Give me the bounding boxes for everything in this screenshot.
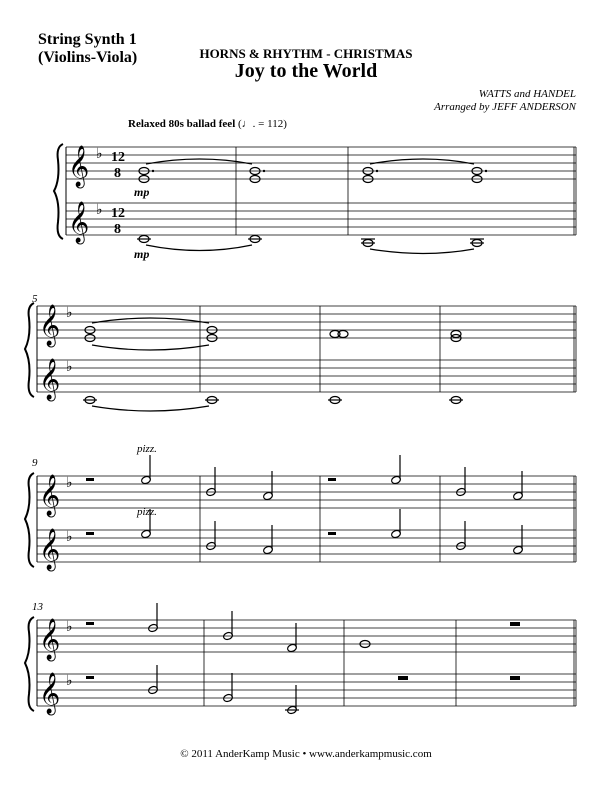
measure-number: 13 (32, 601, 43, 613)
flat-icon: ♭ (66, 620, 73, 635)
system-2 (25, 303, 576, 397)
barlines (236, 147, 576, 235)
brace-icon (25, 473, 34, 567)
notes-system-3 (86, 455, 523, 555)
brace-icon (25, 617, 34, 711)
system-3 (25, 473, 576, 567)
flat-icon: ♭ (96, 203, 103, 218)
brace-icon (25, 303, 34, 397)
metronome-value: = 112) (258, 118, 287, 130)
pizz-marking: pizz. (137, 443, 157, 455)
treble-clef-icon: 𝄞 (68, 202, 90, 243)
copyright-footer: © 2011 AnderKamp Music • www.anderkampmusic.com (180, 748, 432, 760)
pizz-marking: pizz. (137, 506, 157, 518)
measure-number: 9 (32, 457, 38, 469)
flat-icon: ♭ (66, 306, 73, 321)
time-sig-top: 12 (111, 150, 125, 165)
song-title: Joy to the World (234, 60, 378, 82)
series-title: HORNS & RHYTHM - CHRISTMAS (199, 46, 413, 61)
flat-icon: ♭ (96, 147, 103, 162)
composer: WATTS and HANDEL (478, 88, 576, 100)
notes-system-2 (83, 318, 463, 411)
treble-clef-icon: 𝄞 (39, 305, 61, 346)
treble-clef-icon: 𝄞 (68, 146, 90, 187)
flat-icon: ♭ (66, 674, 73, 689)
flat-icon: ♭ (66, 360, 73, 375)
measure-number: 5 (32, 293, 38, 305)
dotted-half-note-icon: ♩. (241, 118, 256, 130)
brace-icon (54, 144, 63, 239)
time-sig-bottom: 8 (114, 166, 121, 181)
tempo-paren: ( (238, 118, 242, 130)
time-sig-bottom: 8 (114, 222, 121, 237)
treble-clef-icon: 𝄞 (39, 475, 61, 516)
time-sig-top: 12 (111, 206, 125, 221)
part-name-line1: String Synth 1 (38, 31, 137, 48)
treble-clef-icon: 𝄞 (39, 673, 61, 714)
treble-clef-icon: 𝄞 (39, 529, 61, 570)
dynamic-mp: mp (134, 185, 150, 199)
treble-clef-icon: 𝄞 (39, 619, 61, 660)
flat-icon: ♭ (66, 476, 73, 491)
part-name-line2: (Violins-Viola) (38, 49, 138, 66)
system-4 (25, 617, 576, 711)
system-1 (54, 144, 576, 239)
dynamic-mp: mp (134, 247, 150, 261)
tempo-text: Relaxed 80s ballad feel (128, 118, 236, 130)
flat-icon: ♭ (66, 530, 73, 545)
notes-system-1 (137, 159, 484, 254)
arranger: Arranged by JEFF ANDERSON (434, 101, 576, 113)
treble-clef-icon: 𝄞 (39, 359, 61, 400)
